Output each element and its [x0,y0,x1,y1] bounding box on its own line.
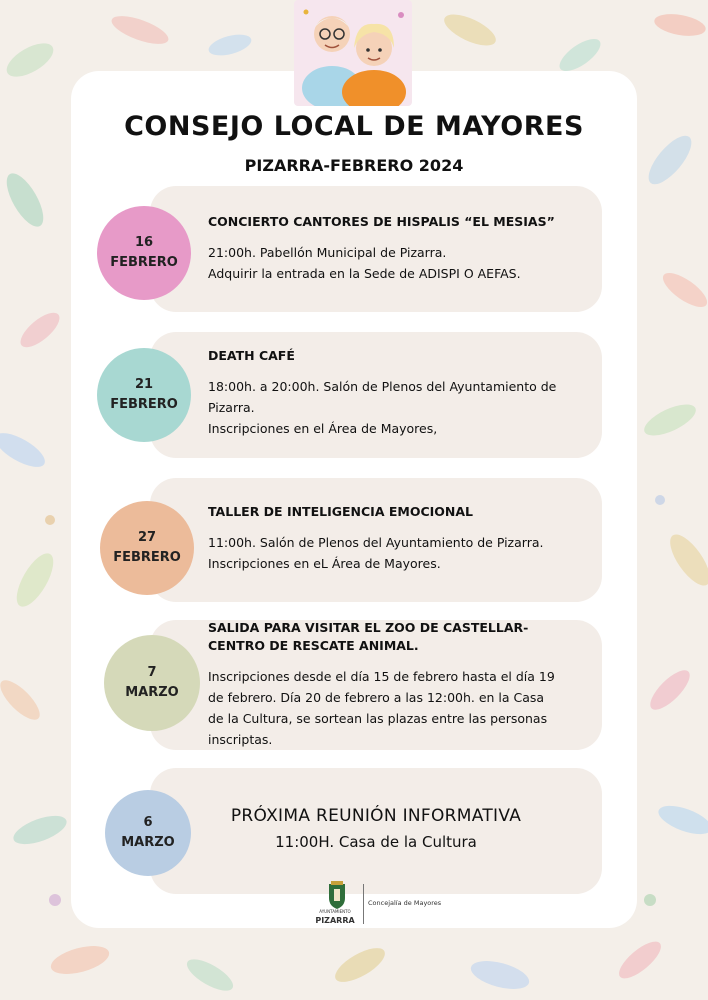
meeting-card [150,768,602,894]
event-date-badge [97,348,191,442]
event-name: CONCIERTO CANTORES DE HISPALIS “EL MESIAS” [208,214,555,229]
event-card [150,620,602,750]
event-description-line: Adquirir la entrada en la Sede de ADISPI O AEFAS. [208,266,521,281]
event-name-line: CENTRO DE RESCATE ANIMAL. [208,638,419,653]
page-subtitle: PIZARRA-FEBRERO 2024 [244,156,464,175]
event-day: 21 [134,377,154,392]
elderly-couple-illustration [294,0,412,106]
event-description [208,666,588,750]
event-description-line: Inscripciones en eL Área de Mayores. [208,556,441,571]
event-description [208,532,588,574]
event-day: 27 [137,530,157,545]
event-description-line: 11:00h. Salón de Plenos del Ayuntamiento de Pizarra. [208,535,544,550]
event-description [208,242,588,284]
footer-divider [363,884,364,924]
event-date-badge [104,635,200,731]
event-name: TALLER DE INTELIGENCIA EMOCIONAL [208,504,474,519]
page-title: CONSEJO LOCAL DE MAYORES [124,111,584,142]
event-date-badge [100,501,194,595]
event-day: 16 [134,235,154,250]
event-date-badge [97,206,191,300]
meeting-month: MARZO [121,835,175,850]
event-card [150,478,602,602]
event-description-line: de febrero. Día 20 de febrero a las 12:00h. en la Casa [208,690,545,705]
event-month: FEBRERO [110,397,178,412]
meeting-day: 6 [143,815,153,830]
footer-town: PIZARRA [315,916,355,925]
footer-ayuntamiento: AYUNTAMIENTO [319,909,351,914]
footer-department: Concejalía de Mayores [368,899,442,907]
event-description-line: Inscripciones desde el día 15 de febrero hasta el día 19 [208,669,555,684]
event-description [208,376,588,439]
event-day: 7 [147,665,157,680]
event-card [150,332,602,458]
event-description-line: Inscripciones en el Área de Mayores, [208,421,438,436]
meeting-detail: 11:00H. Casa de la Cultura [275,833,477,851]
event-month: FEBRERO [110,255,178,270]
meeting-title: PRÓXIMA REUNIÓN INFORMATIVA [230,806,522,826]
event-description-line: Pizarra. [208,400,255,415]
event-description-line: 21:00h. Pabellón Municipal de Pizarra. [208,245,447,260]
event-month: FEBRERO [113,550,181,565]
event-name-line: SALIDA PARA VISITAR EL ZOO DE CASTELLAR- [208,620,529,635]
event-month: MARZO [125,685,179,700]
event-card [150,186,602,312]
meeting-date-badge [105,790,191,876]
event-description-line: de la Cultura, se sortean las plazas entre las personas [208,711,548,726]
event-description-line: 18:00h. a 20:00h. Salón de Plenos del Ayuntamiento de [208,379,557,394]
event-name [208,619,588,655]
event-name: DEATH CAFÉ [208,348,295,363]
event-description-line: inscriptas. [208,732,273,747]
